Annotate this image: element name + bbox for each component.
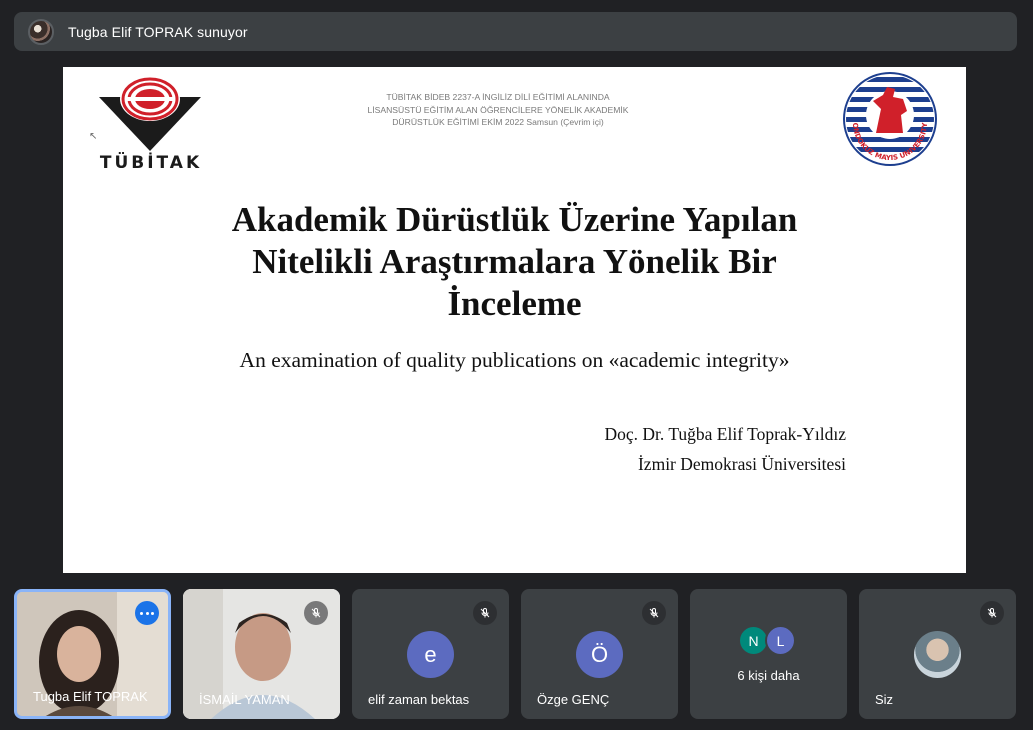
participant-tile-presenter[interactable] <box>14 589 171 719</box>
participant-avatar: L <box>765 625 796 656</box>
title-line: İnceleme <box>447 284 582 323</box>
mouse-cursor-icon: ↖ <box>89 131 98 142</box>
presenter-text: Tugba Elif TOPRAK sunuyor <box>68 23 248 40</box>
slide-title <box>63 199 966 325</box>
participant-avatar: Ö <box>576 631 623 678</box>
shared-slide <box>63 67 966 573</box>
others-tile[interactable] <box>690 589 847 719</box>
participant-avatar: e <box>407 631 454 678</box>
omu-logo-icon <box>843 71 937 181</box>
header-line: DÜRÜSTLÜK EĞİTİMİ EKİM 2022 Samsun (Çevrim içi) <box>392 117 604 127</box>
participant-name: Tugba Elif TOPRAK <box>33 689 148 704</box>
participant-tile[interactable] <box>183 589 340 719</box>
self-avatar <box>914 631 961 678</box>
slide-header <box>333 91 663 129</box>
participant-tile[interactable] <box>521 589 678 719</box>
omu-logo-text: ONDOKUZ MAYIS UNIVERSITY <box>850 122 930 163</box>
presenter-banner <box>14 12 1017 51</box>
mic-off-icon <box>473 601 497 625</box>
header-line: TÜBİTAK BİDEB 2237-A İNGİLİZ DİLİ EĞİTİMİ ALANINDA <box>386 92 610 102</box>
header-line: LİSANSÜSTÜ EĞİTİM ALAN ÖĞRENCİLERE YÖNELİK AKADEMİK <box>367 104 629 115</box>
presenter-avatar <box>28 19 54 45</box>
others-avatars <box>738 625 796 656</box>
participant-tile[interactable] <box>352 589 509 719</box>
slide-subtitle: An examination of quality publications on «academic integrity» <box>239 348 790 372</box>
participant-name: Özge GENÇ <box>537 692 610 707</box>
mic-off-icon <box>304 601 328 625</box>
participant-strip <box>14 589 1019 719</box>
title-line: Nitelikli Araştırmalara Yönelik Bir <box>252 242 777 281</box>
author-block <box>605 419 847 479</box>
mic-off-icon <box>642 601 666 625</box>
participant-name: Siz <box>875 692 894 707</box>
title-line: Akademik Dürüstlük Üzerine Yapılan <box>231 200 798 239</box>
tubitak-wordmark: TÜBİTAK <box>99 153 203 173</box>
participant-avatar: N <box>738 625 769 656</box>
participant-name: elif zaman bektas <box>368 692 470 707</box>
mic-off-icon <box>980 601 1004 625</box>
author-name: Doç. Dr. Tuğba Elif Toprak-Yıldız <box>604 424 846 444</box>
self-tile[interactable] <box>859 589 1016 719</box>
participant-name: İSMAİL YAMAN <box>199 692 290 707</box>
more-options-button[interactable] <box>135 601 159 625</box>
author-affiliation: İzmir Demokrasi Üniversitesi <box>637 454 846 474</box>
others-count: 6 kişi daha <box>737 668 800 683</box>
